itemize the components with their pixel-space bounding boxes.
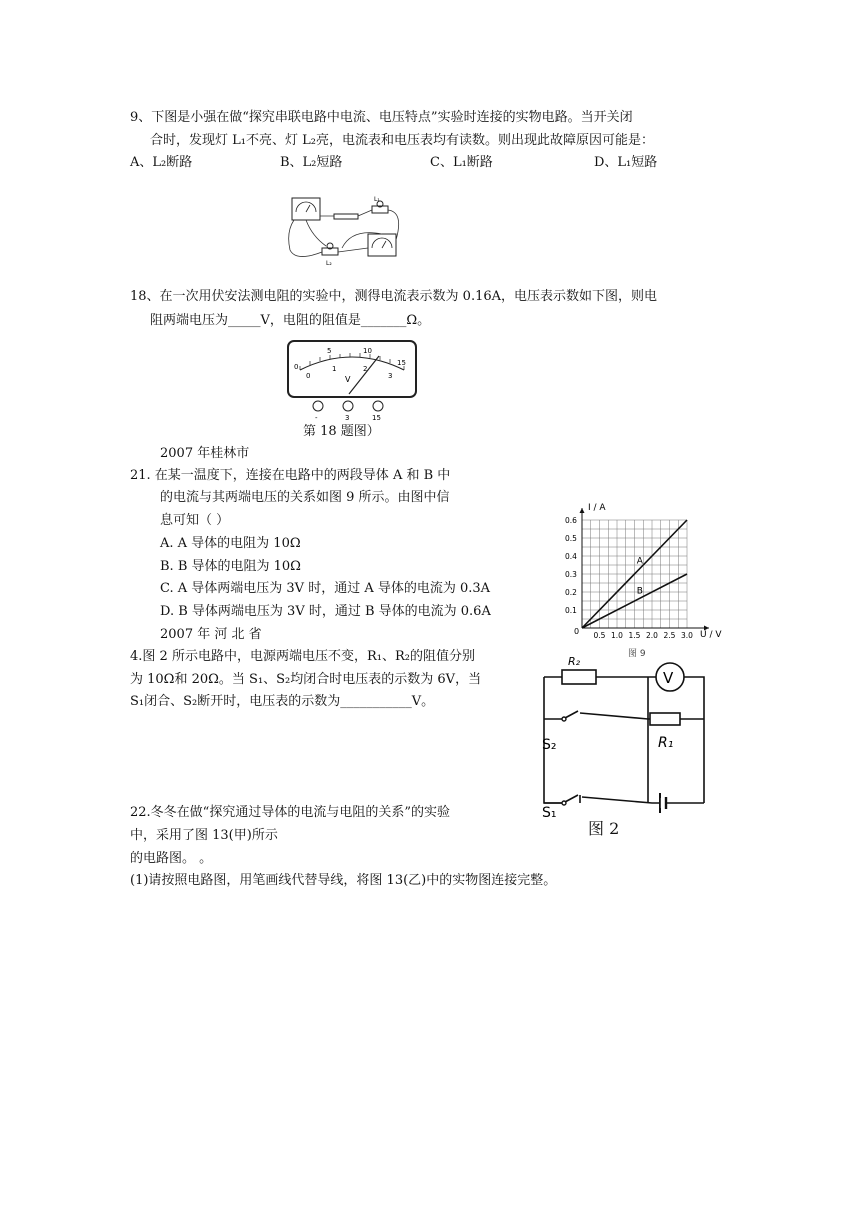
- q21-line1: 21. 在某一温度下，连接在电路中的两段导体 A 和 B 中: [130, 468, 451, 483]
- series-label-A: A: [636, 556, 643, 567]
- q21-line3: 息可知（ ）: [160, 513, 230, 528]
- chart-axes: [580, 508, 710, 631]
- y-axis-arrow-icon: [580, 508, 585, 513]
- y-tick-label: 0.4: [565, 552, 577, 561]
- label-s1: S₁: [542, 805, 557, 817]
- label-s2: S₂: [542, 737, 557, 753]
- resistor-r1-icon: [650, 713, 680, 725]
- scale-top-15: 15: [397, 359, 406, 367]
- q9-line1: 9、下图是小强在做“探究串联电路中电流、电压特点”实验时连接的实物电路。当开关闭: [130, 110, 633, 125]
- switch-icon: [334, 214, 358, 219]
- meter-unit: V: [345, 375, 351, 384]
- figure-2-caption: 图 2: [588, 819, 620, 838]
- q9-option-b: B、L₂短路: [280, 155, 343, 170]
- terminal-label-neg: -: [315, 414, 318, 422]
- x-tick-label: 2.5: [663, 631, 676, 640]
- q21-option-d: D. B 导体两端电压为 3V 时，通过 B 导体的电流为 0.6A: [160, 604, 491, 619]
- source-guilin: 2007 年桂林市: [160, 446, 250, 461]
- q18-caption: 第 18 题图）: [303, 424, 380, 439]
- q9-option-d: D、L₁短路: [594, 155, 658, 170]
- resistor-r2-icon: [562, 670, 596, 684]
- x-axis-label: U / V: [700, 630, 722, 640]
- scale-top-10: 10: [363, 347, 372, 355]
- origin-label: 0: [574, 627, 580, 636]
- q9-label-l2: L₂: [326, 260, 332, 267]
- y-tick-label: 0.2: [565, 588, 577, 597]
- y-tick-label: 0.5: [565, 534, 577, 543]
- q9-label-l1: L₁: [374, 196, 380, 203]
- q4-line3: S₁闭合、S₂断开时，电压表的示数为___________V。: [130, 694, 435, 709]
- scale-top-5: 5: [327, 347, 332, 355]
- x-tick-label: 3.0: [681, 631, 693, 640]
- q4-line2: 为 10Ω和 20Ω。当 S₁、S₂均闭合时电压表的示数为 6V，当: [130, 672, 482, 687]
- y-axis-label: I / A: [588, 503, 606, 513]
- y-tick-label: 0.3: [565, 570, 577, 579]
- q9-circuit-figure: [282, 192, 406, 270]
- q21-line2: 的电流与其两端电压的关系如图 9 所示。由图中信: [160, 490, 450, 505]
- q22-line4: (1)请按照电路图，用笔画线代替导线，将图 13(乙)中的实物图连接完整。: [130, 873, 557, 888]
- terminal-label-3: 3: [345, 414, 350, 422]
- scale-bottom-1: 1: [332, 365, 337, 373]
- x-tick-label: 1.5: [628, 631, 641, 640]
- scale-bottom-2: 2: [363, 365, 368, 373]
- figure-2-circuit: [532, 655, 728, 817]
- y-tick-label: 0.1: [565, 606, 577, 615]
- y-tick-label: 0.6: [565, 516, 577, 525]
- source-hebei: 2007 年 河 北 省: [160, 627, 262, 642]
- label-r2: R₂: [568, 655, 581, 668]
- switch-s2-icon: [562, 711, 578, 721]
- label-v: V: [663, 669, 674, 687]
- q21-option-b: B. B 导体的电阻为 10Ω: [160, 559, 301, 574]
- q21-option-a: A. A 导体的电阻为 10Ω: [160, 536, 301, 551]
- q22-line1: 22.冬冬在做“探究通过导体的电流与电阻的关系”的实验: [130, 805, 450, 820]
- x-tick-label: 2.0: [646, 631, 658, 640]
- q18-line2: 阻两端电压为_____V，电阻的阻值是_______Ω。: [150, 313, 431, 328]
- meter-face: [288, 341, 416, 397]
- x-tick-label: 1.0: [611, 631, 623, 640]
- terminal-label-15: 15: [372, 414, 381, 422]
- scale-bottom-0: 0: [306, 372, 311, 380]
- figure-9-caption: 图 9: [628, 649, 646, 659]
- terminal-15-icon: [373, 401, 383, 411]
- q18-voltmeter-figure: [285, 338, 419, 422]
- series-label-B: B: [636, 586, 643, 597]
- label-r1: R₁: [658, 735, 674, 751]
- terminal-3-icon: [343, 401, 353, 411]
- q22-line2: 中，采用了图 13(甲)所示: [130, 828, 278, 843]
- figure-9-chart: [560, 498, 736, 662]
- q9-line2: 合时，发现灯 L₁不亮、灯 L₂亮，电流表和电压表均有读数。则出现此故障原因可能是：: [150, 133, 654, 148]
- q22-line3: 的电路图。 。: [130, 851, 213, 866]
- q9-option-a: A、L₂断路: [130, 155, 193, 170]
- q21-option-c: C. A 导体两端电压为 3V 时，通过 A 导体的电流为 0.3A: [160, 581, 491, 596]
- x-tick-label: 0.5: [593, 631, 606, 640]
- terminal-neg-icon: [313, 401, 323, 411]
- scale-top-0: 0: [294, 363, 299, 371]
- switch-s1-icon: [562, 795, 578, 805]
- scale-bottom-3: 3: [388, 372, 393, 380]
- q9-option-c: C、L₁断路: [430, 155, 493, 170]
- q18-line1: 18、在一次用伏安法测电阻的实验中，测得电流表示数为 0.16A，电压表示数如下图，则电: [130, 289, 658, 304]
- q4-line1: 4.图 2 所示电路中，电源两端电压不变，R₁、R₂的阻值分别: [130, 649, 475, 664]
